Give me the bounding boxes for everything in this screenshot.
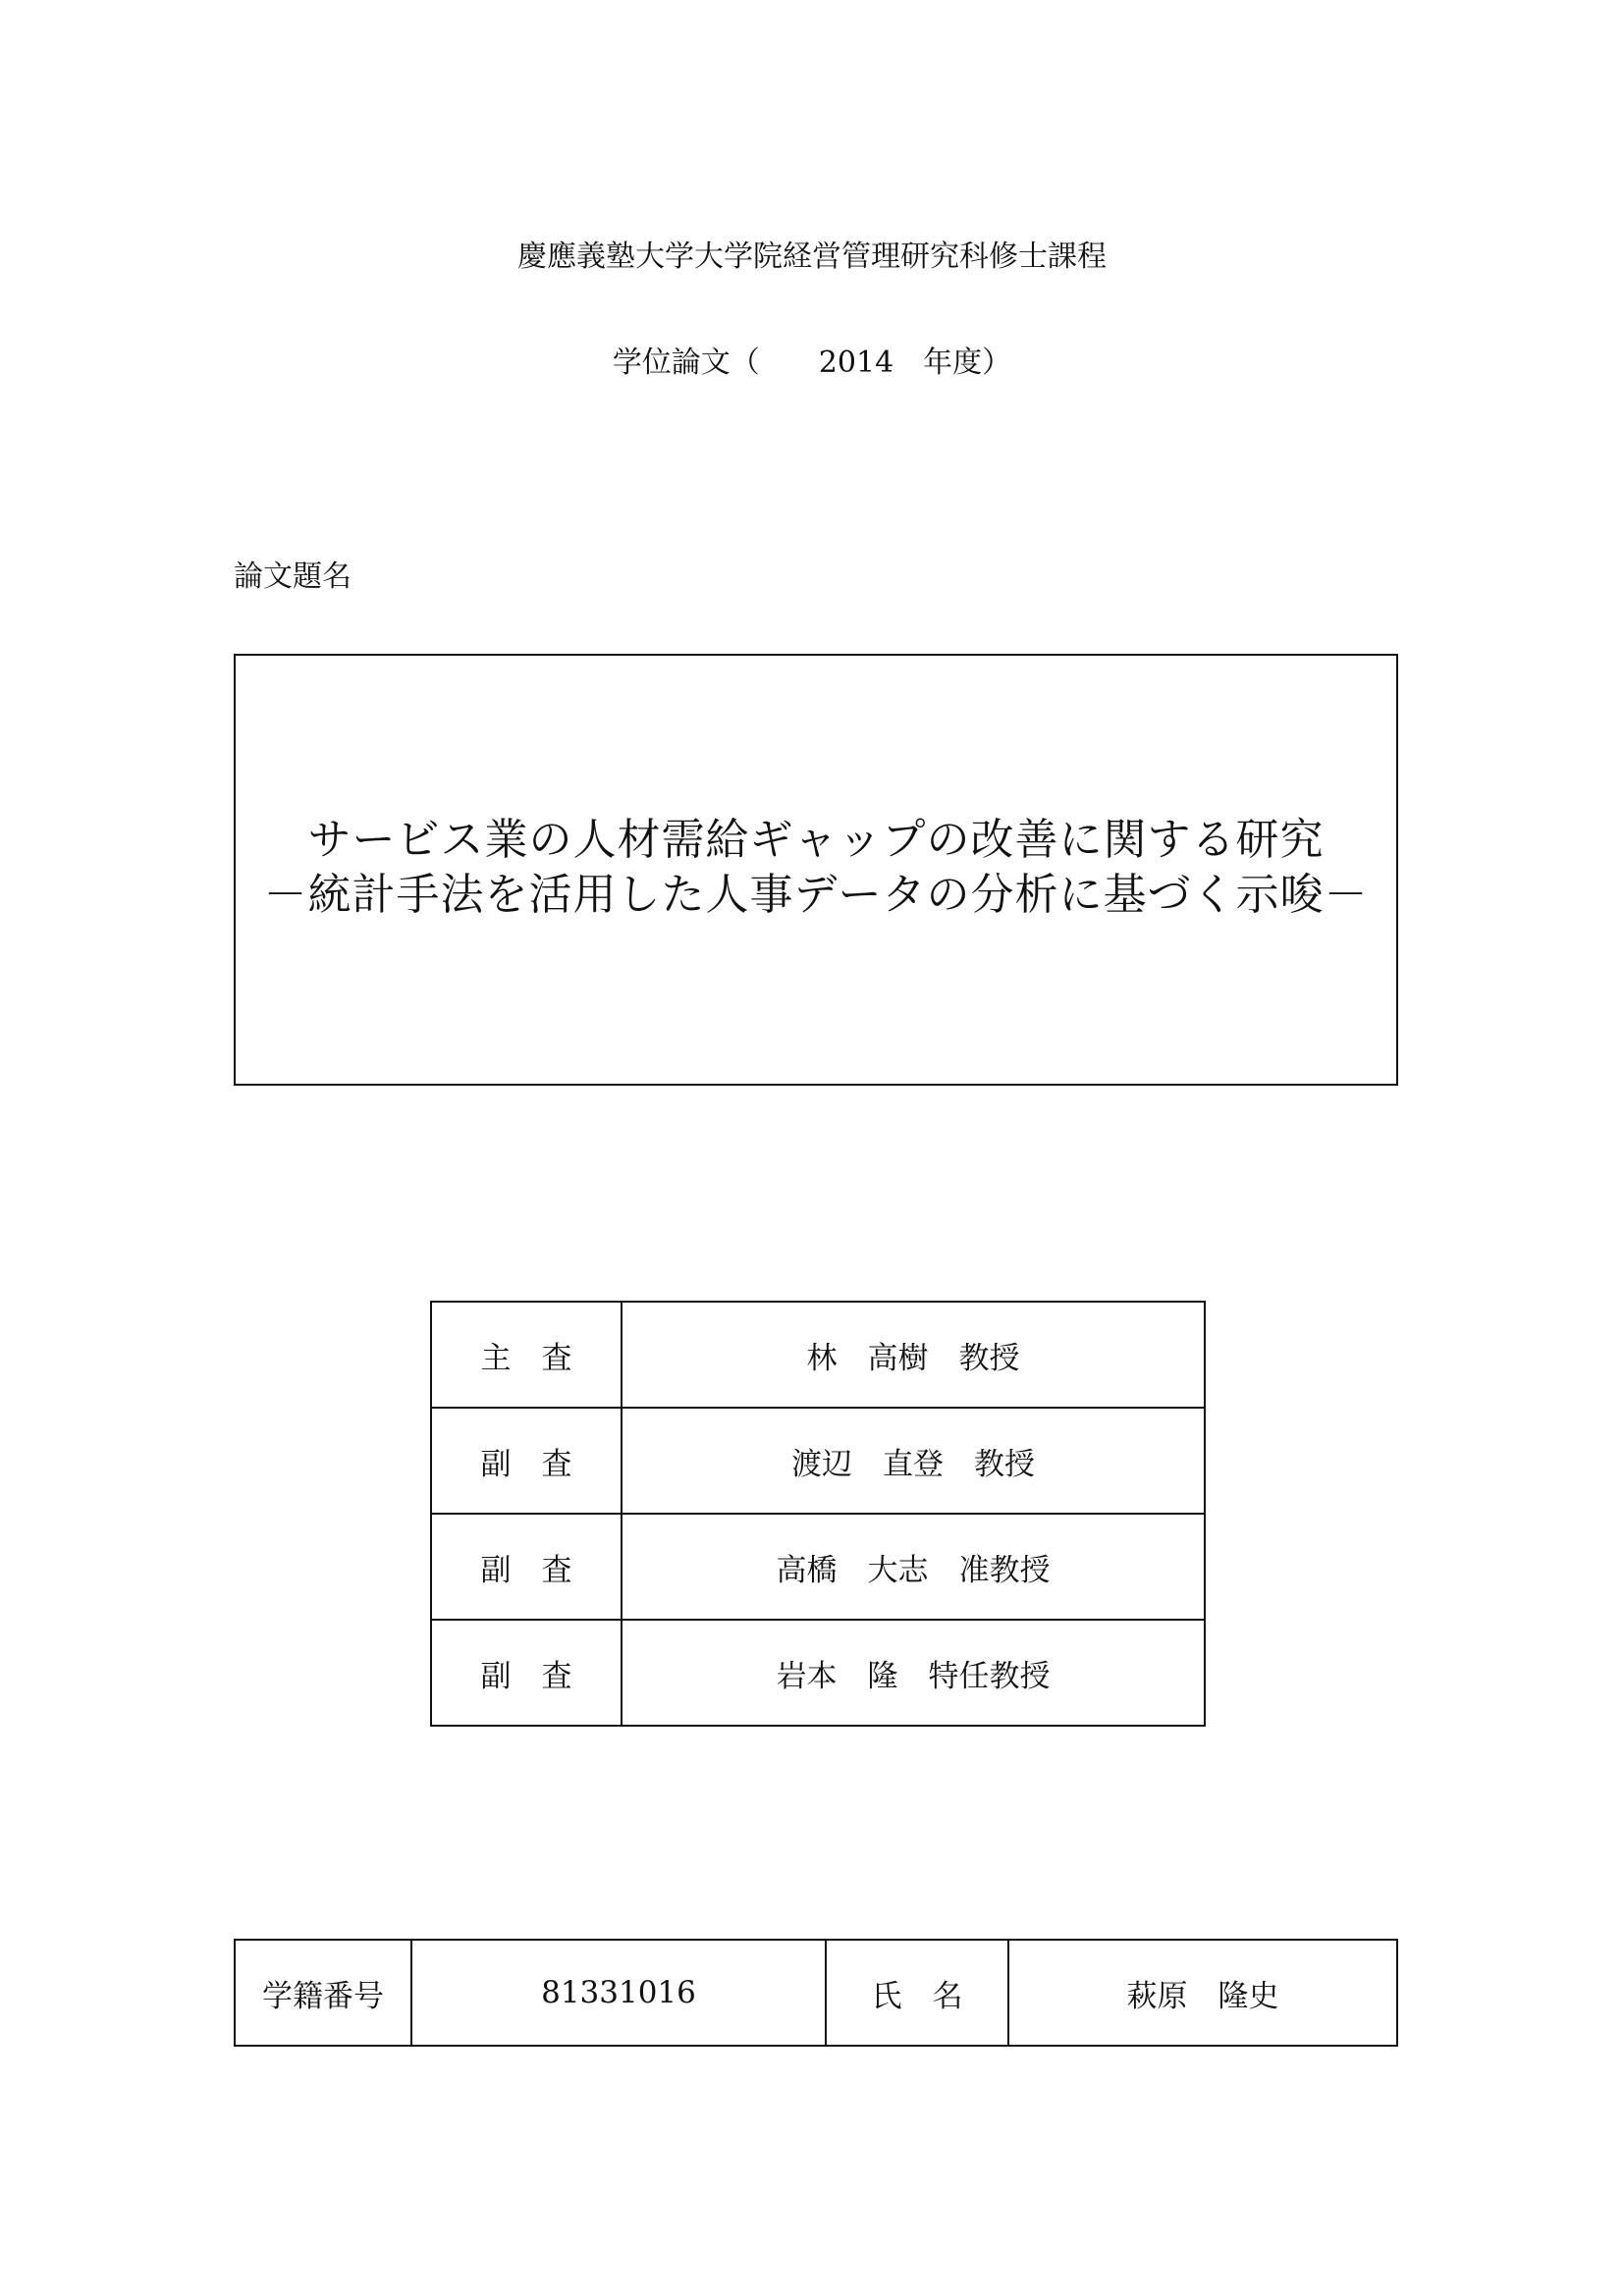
- degree-year-line: 学位論文（ 2014 年度）: [612, 346, 1012, 380]
- examiner-table: [430, 1301, 1206, 1727]
- student-info-table: [234, 1939, 1398, 2047]
- examiner-row: [431, 1408, 1205, 1514]
- examiner-role: 副 査: [431, 1620, 622, 1726]
- examiner-name: 渡辺 直登 教授: [622, 1408, 1205, 1514]
- thesis-title: [236, 813, 1396, 923]
- examiner-row: [431, 1514, 1205, 1620]
- examiner-role: 副 査: [431, 1514, 622, 1620]
- student-name-value: 萩原 隆史: [1008, 1940, 1397, 2046]
- examiner-role: 副 査: [431, 1408, 622, 1514]
- examiner-row: [431, 1620, 1205, 1726]
- examiner-name: 岩本 隆 特任教授: [622, 1620, 1205, 1726]
- university-program-line: 慶應義塾大学大学院経営管理研究科修士課程: [517, 240, 1107, 274]
- student-id-label: 学籍番号: [235, 1940, 411, 2046]
- examiner-row: [431, 1302, 1205, 1408]
- thesis-title-subtitle: －統計手法を活用した人事データの分析に基づく示唆－: [263, 870, 1369, 920]
- examiner-name: 林 高樹 教授: [622, 1302, 1205, 1408]
- student-id-value: 81331016: [411, 1940, 826, 2046]
- student-info-row: [235, 1940, 1397, 2046]
- thesis-title-box: [234, 654, 1398, 1086]
- student-name-label: 氏 名: [826, 1940, 1008, 2046]
- thesis-title-heading: 論文題名: [234, 560, 352, 594]
- examiner-role: 主 査: [431, 1302, 622, 1408]
- thesis-title-main: サービス業の人材需給ギャップの改善に関する研究: [307, 815, 1325, 865]
- examiner-name: 高橋 大志 准教授: [622, 1514, 1205, 1620]
